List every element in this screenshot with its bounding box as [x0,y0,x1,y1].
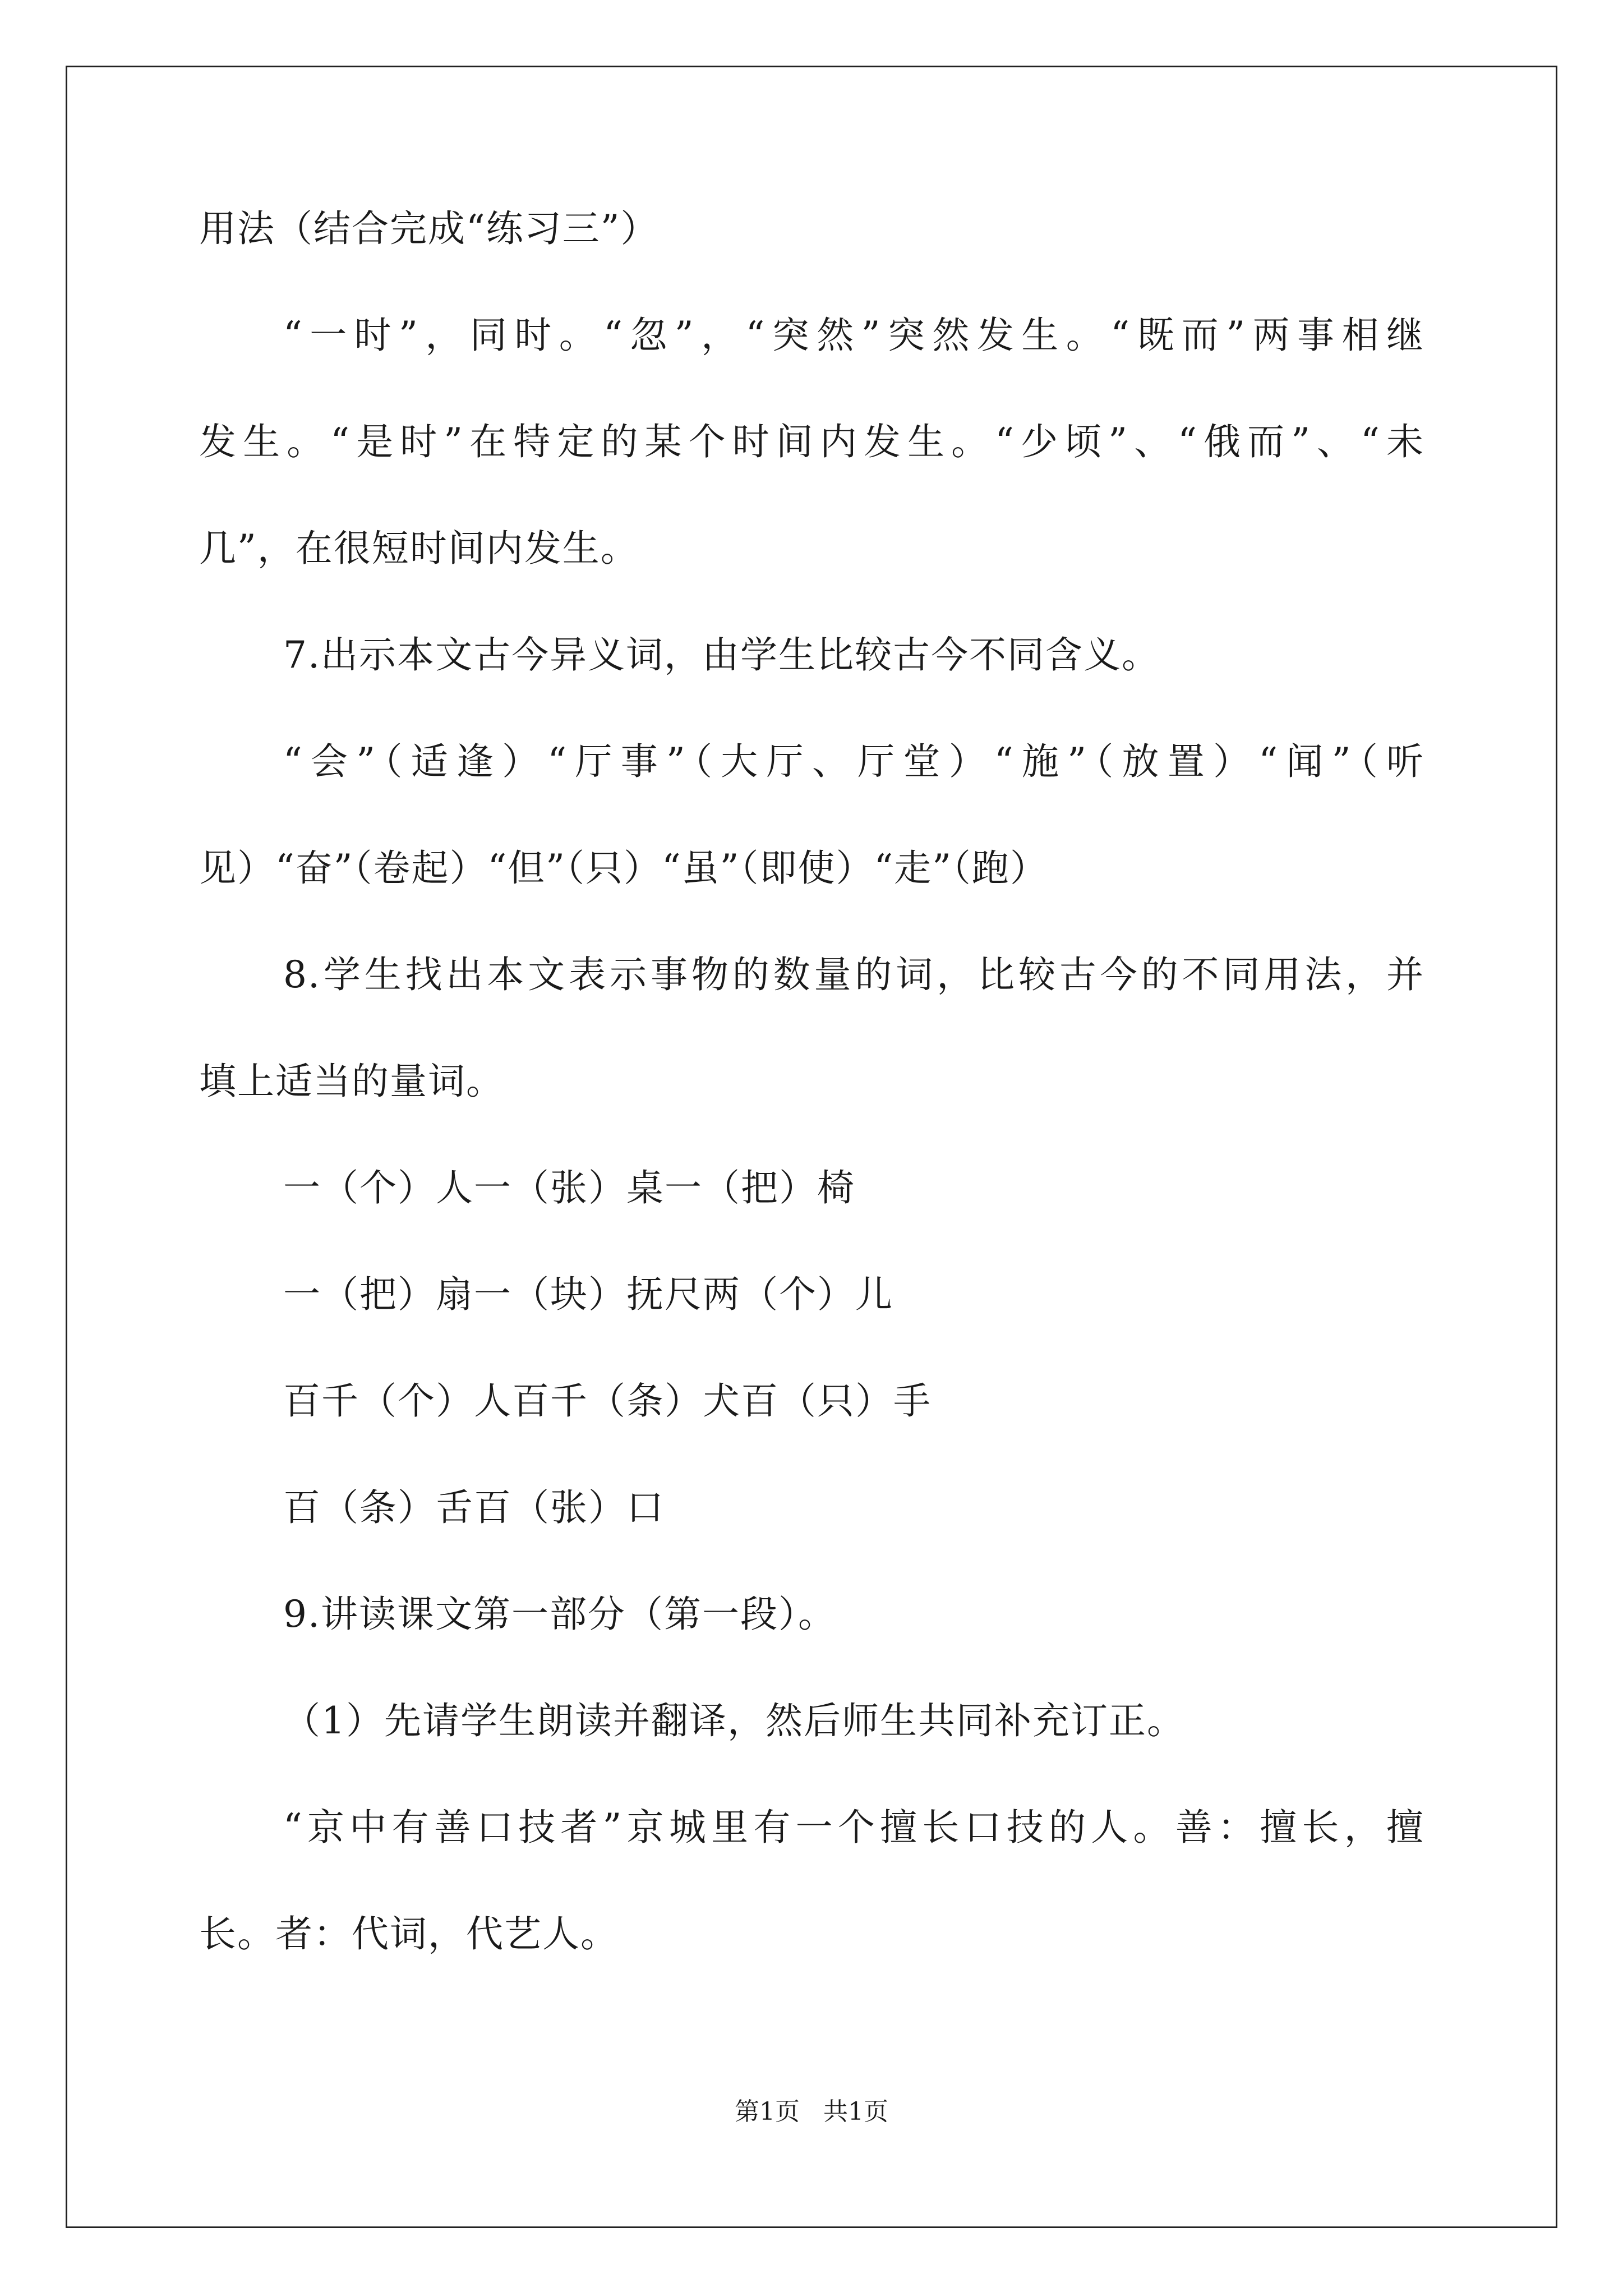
page-footer [0,2095,1623,2129]
text-line: 9.讲读课文第一部分（第一段）。 [283,1593,836,1636]
text-line: （1）先请学生朗读并翻译，然后师生共同补充订正。 [283,1699,1185,1742]
text-line: 百千（个）人百千（条）犬百（只）手 [283,1379,932,1423]
text-line: 用法（结合完成“练习三”） [199,207,659,250]
text-line: “京中有善口技者”京城里有一个擅长口技的人。善：擅长，擅 [283,1806,1424,1849]
text-line: 8.学生找出本文表示事物的数量的词，比较古今的不同用法，并 [283,953,1424,996]
text-line: 7.出示本文古今异义词，由学生比较古今不同含义。 [283,633,1160,677]
text-line: 一（个）人一（张）桌一（把）椅 [283,1166,855,1209]
text-line: 见）“奋”（卷起）“但”（只）“虽”（即使）“走”（跑） [199,846,1048,890]
page-border [66,66,1557,2228]
text-line: 百（条）舌百（张）口 [283,1486,665,1529]
text-line: “一时”，同时。“忽”，“突然”突然发生。“既而”两事相继 [283,314,1424,357]
text-line: “会”（适逢）“厅事”（大厅、厅堂）“施”（放置）“闻”（听 [283,740,1424,783]
page-number: 第1页 [735,2097,800,2126]
text-line: 填上适当的量词。 [199,1060,504,1103]
text-line: 发生。“是时”在特定的某个时间内发生。“少顷”、“俄而”、“未 [199,420,1424,463]
text-line: 长。者：代词，代艺人。 [199,1912,619,1955]
text-line: 几”，在很短时间内发生。 [199,527,639,570]
page-total: 共1页 [823,2097,888,2126]
text-line: 一（把）扇一（块）抚尺两（个）儿 [283,1273,893,1316]
